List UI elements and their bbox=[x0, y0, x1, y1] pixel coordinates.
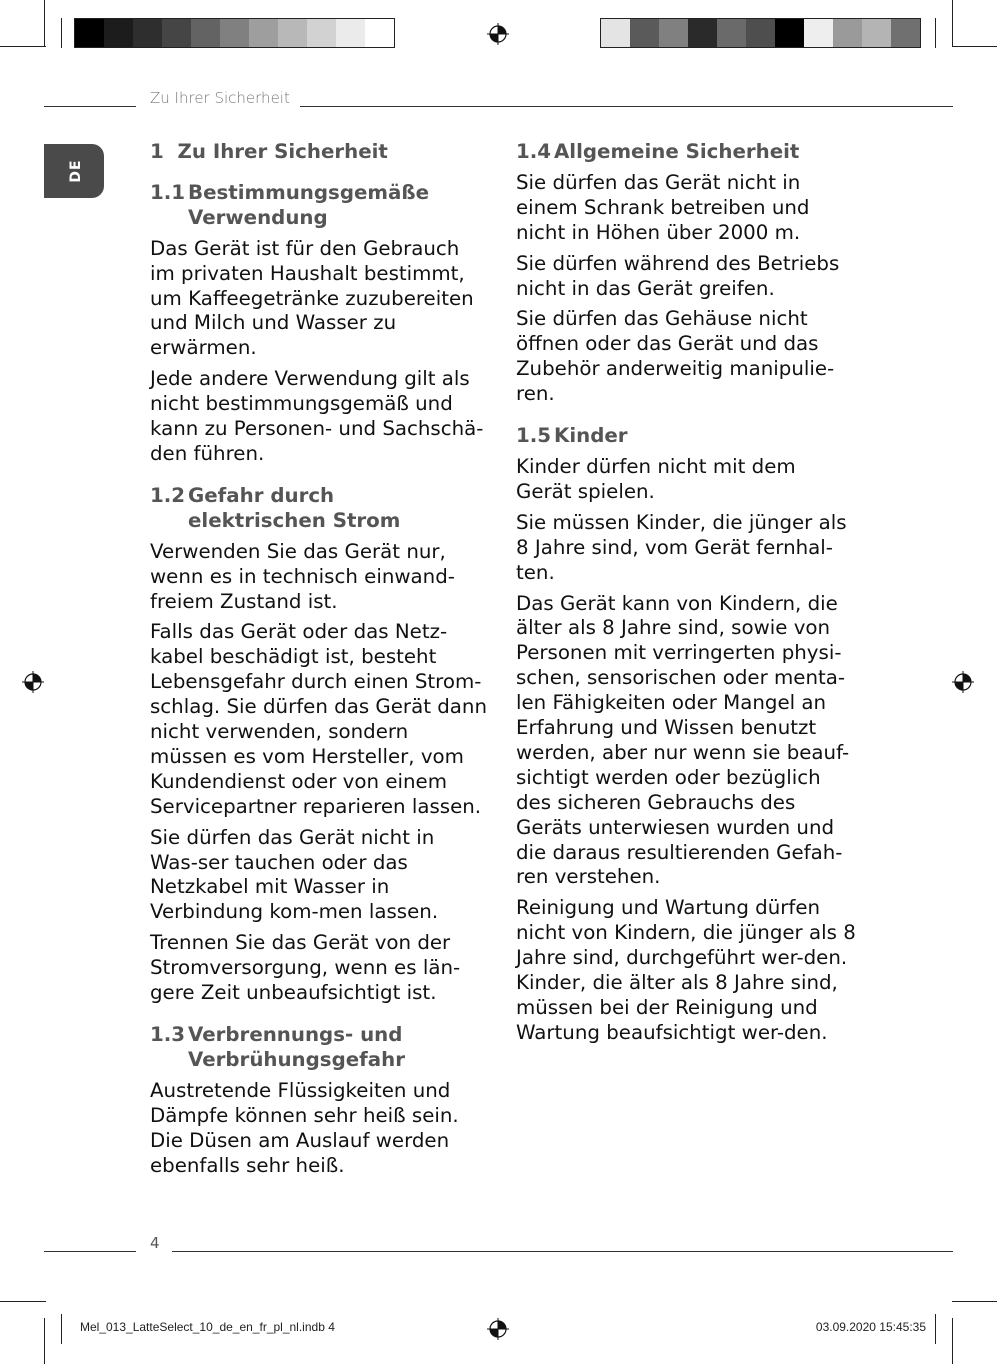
paragraph: Austretende Flüssigkeiten und Dämpfe können sehr heiß sein. Die Düsen am Auslauf werden ebenfalls sehr heiß. bbox=[150, 1078, 459, 1177]
crop-mark bbox=[0, 1301, 46, 1302]
section-number: 1.1 bbox=[150, 180, 186, 204]
section-title: Kinder bbox=[554, 424, 628, 448]
color-bar-left bbox=[74, 18, 395, 48]
color-swatch bbox=[249, 19, 278, 47]
color-swatch bbox=[278, 19, 307, 47]
registration-mark-icon bbox=[487, 1318, 509, 1340]
section-1-5 bbox=[516, 424, 856, 1046]
crop-mark bbox=[44, 1318, 45, 1364]
color-swatch bbox=[862, 19, 891, 47]
chapter-heading bbox=[150, 140, 488, 165]
section-number: 1.5 bbox=[516, 424, 552, 448]
footer-rule bbox=[172, 1251, 953, 1252]
slug-file: Mel_013_LatteSelect_10_de_en_fr_pl_nl.indb 4 bbox=[80, 1320, 335, 1334]
paragraph: Verwenden Sie das Gerät nur, wenn es in technisch einwand-freiem Zustand ist. bbox=[150, 539, 455, 613]
color-swatch bbox=[191, 19, 220, 47]
section-title: Bestimmungsgemäße Verwendung bbox=[188, 180, 430, 229]
section-heading bbox=[150, 1023, 488, 1073]
crop-mark bbox=[952, 1318, 953, 1364]
paragraph: Falls das Gerät oder das Netz-kabel beschädigt ist, besteht Lebensgefahr durch einen Strom-schlag. Sie dürfen das Gerät dann nicht verwenden, sondern müssen es vom Hersteller, vom Kundendienst oder von einem Servicepartner reparieren lassen. bbox=[150, 620, 487, 818]
paragraph: Das Gerät kann von Kindern, die älter als 8 Jahre sind, sowie von Personen mit verringerten physi-schen, sensorischen oder menta-len Fähigkeiten oder Mangel an Erfahrung und Wissen benutzt werden, aber nur wenn sie beauf-sichtigt werden oder bezüglich des sicheren Gebrauchs des Geräts unterwiesen wurden und die daraus resultierenden Gefah-ren verstehen. bbox=[516, 591, 850, 889]
section-title: Allgemeine Sicherheit bbox=[554, 140, 800, 163]
color-swatch bbox=[659, 19, 688, 47]
page-number: 4 bbox=[150, 1234, 160, 1252]
paragraph: Sie müssen Kinder, die jünger als 8 Jahre sind, vom Gerät fernhal-ten. bbox=[516, 510, 847, 584]
crop-mark bbox=[952, 1301, 997, 1302]
color-swatch bbox=[104, 19, 133, 47]
color-swatch bbox=[336, 19, 365, 47]
paragraph: Kinder dürfen nicht mit dem Gerät spielen. bbox=[516, 454, 796, 503]
color-swatch bbox=[891, 19, 920, 47]
paragraph: Jede andere Verwendung gilt als nicht bestimmungsgemäß und kann zu Personen- und Sachschä-den führen. bbox=[150, 367, 484, 465]
color-swatch bbox=[220, 19, 249, 47]
color-swatch bbox=[162, 19, 191, 47]
registration-mark-icon bbox=[22, 671, 44, 693]
crop-mark bbox=[935, 18, 936, 48]
section-1-4 bbox=[516, 140, 856, 407]
section-number: 1.2 bbox=[150, 483, 186, 507]
section-heading bbox=[516, 424, 856, 449]
section-1-2 bbox=[150, 484, 488, 1006]
section-number: 1.4 bbox=[516, 140, 552, 163]
section-heading bbox=[150, 484, 488, 534]
color-swatch bbox=[746, 19, 775, 47]
color-bar-right bbox=[600, 18, 921, 48]
crop-mark bbox=[61, 1314, 62, 1344]
section-heading bbox=[150, 181, 488, 231]
header-rule bbox=[44, 106, 136, 107]
running-head: Zu Ihrer Sicherheit bbox=[150, 89, 290, 107]
paragraph: Sie dürfen das Gehäuse nicht öffnen oder das Gerät und das Zubehör anderweitig manipulie-ren. bbox=[516, 307, 835, 406]
crop-mark bbox=[935, 1314, 936, 1344]
color-swatch bbox=[804, 19, 833, 47]
header-rule bbox=[300, 106, 953, 107]
section-number: 1.3 bbox=[150, 1023, 186, 1046]
chapter-number: 1 bbox=[150, 140, 164, 163]
color-swatch bbox=[833, 19, 862, 47]
color-swatch bbox=[630, 19, 659, 47]
section-title: Verbrennungs- und Verbrühungsgefahr bbox=[188, 1023, 405, 1071]
footer-rule bbox=[44, 1251, 136, 1252]
paragraph: Sie dürfen das Gerät nicht in einem Schrank betreiben und nicht in Höhen über 2000 m. bbox=[516, 170, 810, 244]
color-swatch bbox=[688, 19, 717, 47]
section-heading bbox=[516, 140, 856, 165]
color-swatch bbox=[717, 19, 746, 47]
paragraph: Sie dürfen das Gerät nicht in Was-ser tauchen oder das Netzkabel mit Wasser in Verbindung kom-men lassen. bbox=[150, 825, 439, 924]
chapter-title: Zu Ihrer Sicherheit bbox=[177, 140, 388, 163]
paragraph: Reinigung und Wartung dürfen nicht von Kindern, die jünger als 8 Jahre sind, durchgeführt wer-den. Kinder, die älter als 8 Jahre sind, müssen bei der Reinigung und Wartung beaufsichtigt wer-den. bbox=[516, 896, 856, 1044]
color-swatch bbox=[601, 19, 630, 47]
slug-date: 03.09.2020 15:45:35 bbox=[815, 1320, 926, 1334]
section-title: Gefahr durch elektrischen Strom bbox=[188, 483, 401, 532]
crop-mark bbox=[952, 46, 997, 47]
color-swatch bbox=[133, 19, 162, 47]
color-swatch bbox=[75, 19, 104, 47]
crop-mark bbox=[44, 0, 45, 46]
language-tab-label: DE bbox=[68, 159, 84, 183]
crop-mark bbox=[952, 0, 953, 46]
paragraph: Trennen Sie das Gerät von der Stromversorgung, wenn es län-gere Zeit unbeaufsichtigt ist. bbox=[150, 931, 461, 1005]
right-column bbox=[516, 140, 856, 1063]
crop-mark bbox=[61, 18, 62, 48]
color-swatch bbox=[775, 19, 804, 47]
paragraph: Sie dürfen während des Betriebs nicht in das Gerät greifen. bbox=[516, 251, 840, 300]
section-1-1 bbox=[150, 181, 488, 467]
language-tab bbox=[44, 144, 104, 198]
color-swatch bbox=[365, 19, 394, 47]
registration-mark-icon bbox=[487, 23, 509, 45]
section-1-3 bbox=[150, 1023, 488, 1178]
crop-mark bbox=[0, 46, 46, 47]
color-swatch bbox=[307, 19, 336, 47]
paragraph: Das Gerät ist für den Gebrauch im privaten Haushalt bestimmt, um Kaffeegetränke zuzubereiten und Milch und Wasser zu erwärmen. bbox=[150, 236, 474, 360]
left-column bbox=[150, 140, 488, 1195]
registration-mark-icon bbox=[952, 671, 974, 693]
